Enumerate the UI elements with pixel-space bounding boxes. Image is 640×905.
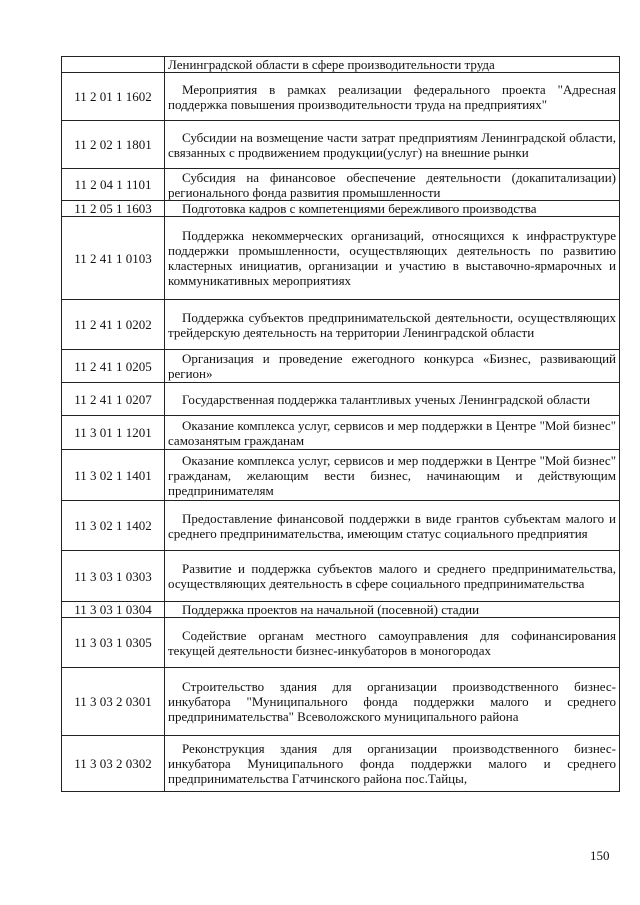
- code-cell: 11 3 01 1 1201: [62, 416, 165, 450]
- table-row: [62, 201, 620, 217]
- code-cell: 11 3 03 1 0303: [62, 551, 165, 602]
- code-cell: 11 3 02 1 1402: [62, 501, 165, 551]
- table-row: [62, 450, 620, 501]
- description-cell: Предоставление финансовой поддержки в виде грантов субъектам малого и среднего предпринимательства, имеющим статус социального предприятия: [165, 501, 620, 551]
- description-cell: Организация и проведение ежегодного конкурса «Бизнес, развивающий регион»: [165, 350, 620, 383]
- table-row: [62, 350, 620, 383]
- table-row: [62, 169, 620, 201]
- description-cell: Развитие и поддержка субъектов малого и среднего предпринимательства, осуществляющих деятельность в сфере социального предпринимательства: [165, 551, 620, 602]
- table-row: [62, 57, 620, 73]
- description-cell: Субсидия на финансовое обеспечение деятельности (докапитализации) регионального фонда развития промышленности: [165, 169, 620, 201]
- table-row: [62, 501, 620, 551]
- description-cell: Поддержка проектов на начальной (посевной) стадии: [165, 602, 620, 618]
- code-cell: 11 3 02 1 1401: [62, 450, 165, 501]
- description-cell: Оказание комплекса услуг, сервисов и мер поддержки в Центре "Мой бизнес" самозанятым гражданам: [165, 416, 620, 450]
- table-row: [62, 383, 620, 416]
- code-cell: 11 2 41 1 0103: [62, 217, 165, 300]
- table-row: [62, 602, 620, 618]
- code-cell: 11 2 04 1 1101: [62, 169, 165, 201]
- description-cell: Поддержка субъектов предпринимательской деятельности, осуществляющих трейдерскую деятельность на территории Ленинградской области: [165, 300, 620, 350]
- table-row: [62, 551, 620, 602]
- code-cell: 11 2 41 1 0205: [62, 350, 165, 383]
- code-cell: [62, 57, 165, 73]
- code-cell: 11 3 03 1 0304: [62, 602, 165, 618]
- description-cell: Ленинградской области в сфере производительности труда: [165, 57, 620, 73]
- table-row: [62, 73, 620, 121]
- code-cell: 11 2 01 1 1602: [62, 73, 165, 121]
- table-row: [62, 416, 620, 450]
- table-row: [62, 300, 620, 350]
- description-cell: Реконструкция здания для организации производственного бизнес-инкубатора Муниципального фонда поддержки малого и среднего предпринимательства Гатчинского района пос.Тайцы,: [165, 736, 620, 792]
- code-cell: 11 2 41 1 0207: [62, 383, 165, 416]
- code-cell: 11 3 03 2 0301: [62, 668, 165, 736]
- table-row: [62, 668, 620, 736]
- table-row: [62, 618, 620, 668]
- description-cell: Строительство здания для организации производственного бизнес-инкубатора "Муниципального фонда поддержки малого и среднего предпринимательства" Всеволожского муниципального района: [165, 668, 620, 736]
- description-cell: Подготовка кадров с компетенциями бережливого производства: [165, 201, 620, 217]
- code-cell: 11 2 02 1 1801: [62, 121, 165, 169]
- code-cell: 11 2 41 1 0202: [62, 300, 165, 350]
- table-row: [62, 736, 620, 792]
- description-cell: Поддержка некоммерческих организаций, относящихся к инфраструктуре поддержки промышленности, осуществляющих деятельность по развитию кластерных инициатив, организации и участию в выставочно-ярмарочных и коммуникативных мероприятиях: [165, 217, 620, 300]
- code-cell: 11 3 03 2 0302: [62, 736, 165, 792]
- page-number: 150: [590, 848, 610, 863]
- budget-codes-table: [61, 56, 620, 792]
- description-cell: Мероприятия в рамках реализации федерального проекта "Адресная поддержка повышения производительности труда на предприятиях": [165, 73, 620, 121]
- description-cell: Содействие органам местного самоуправления для софинансирования текущей деятельности бизнес-инкубаторов в моногородах: [165, 618, 620, 668]
- description-cell: Оказание комплекса услуг, сервисов и мер поддержки в Центре "Мой бизнес" гражданам, желающим вести бизнес, начинающим и действующим предпринимателям: [165, 450, 620, 501]
- code-cell: 11 2 05 1 1603: [62, 201, 165, 217]
- table-row: [62, 121, 620, 169]
- description-cell: Государственная поддержка талантливых ученых Ленинградской области: [165, 383, 620, 416]
- code-cell: 11 3 03 1 0305: [62, 618, 165, 668]
- table-row: [62, 217, 620, 300]
- description-cell: Субсидии на возмещение части затрат предприятиям Ленинградской области, связанных с продвижением продукции(услуг) на внешние рынки: [165, 121, 620, 169]
